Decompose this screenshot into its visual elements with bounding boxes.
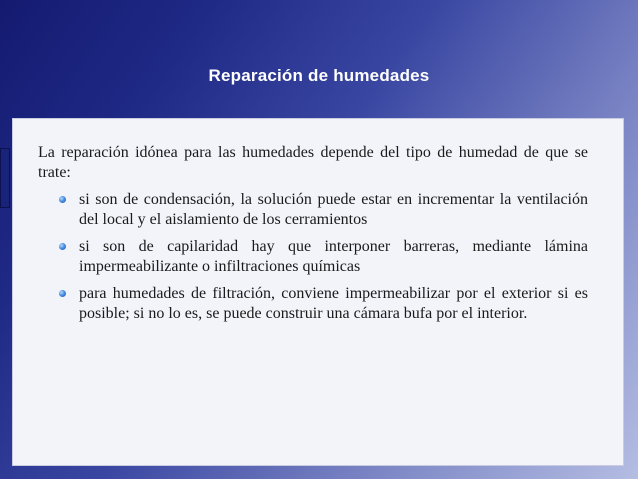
bullet-dot-icon [59, 290, 66, 297]
bullet-item-capilaridad [38, 237, 588, 277]
slide-body [38, 143, 588, 331]
bullet-list [38, 190, 588, 324]
bullet-text: si son de capilaridad hay que interponer barreras, mediante lámina impermeabilizante o infiltraciones químicas [79, 238, 588, 275]
bullet-item-condensacion [38, 190, 588, 230]
bullet-text: si son de condensación, la solución puede estar en incrementar la ventilación del local y el aislamiento de los cerramientos [79, 191, 588, 228]
bullet-text: para humedades de filtración, conviene impermeabilizar por el exterior si es posible; si no lo es, se puede construir una cámara bufa por el interior. [79, 285, 588, 322]
slide-title: Reparación de humedades [208, 66, 430, 85]
left-edge-tab [0, 148, 10, 208]
bullet-dot-icon [59, 196, 66, 203]
bullet-item-filtracion [38, 284, 588, 324]
bullet-dot-icon [59, 243, 66, 250]
intro-paragraph: La reparación idónea para las humedades depende del tipo de humedad de que se trate: [38, 144, 588, 181]
